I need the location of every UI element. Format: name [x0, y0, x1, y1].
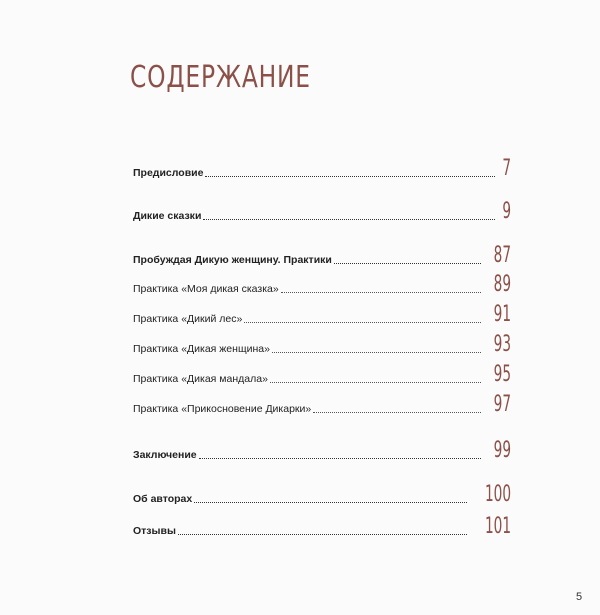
- dot-leader: [270, 381, 481, 383]
- dot-leader: [244, 321, 481, 323]
- toc-entry-page: 7: [502, 156, 511, 181]
- toc-entry-label: Заключение: [133, 449, 197, 461]
- toc-entry-wild-tales[interactable]: [133, 193, 511, 223]
- toc-entry-practice-touch[interactable]: [133, 386, 511, 416]
- toc-entry-page: 87: [493, 243, 511, 268]
- toc-entry-label: Дикие сказки: [133, 210, 202, 222]
- toc-entry-practice-forest[interactable]: [133, 296, 511, 326]
- toc-entry-authors[interactable]: [133, 476, 511, 506]
- dot-leader: [203, 218, 495, 220]
- toc-entry-page: 89: [493, 272, 511, 297]
- toc-entry-label: Об авторах: [133, 493, 193, 505]
- toc-entry-label: Отзывы: [133, 525, 176, 537]
- toc-entry-conclusion[interactable]: [133, 432, 511, 462]
- toc-entry-practices[interactable]: [133, 237, 511, 267]
- toc-entry-page: 91: [493, 302, 511, 327]
- dot-leader: [313, 411, 481, 413]
- toc-entry-page: 9: [502, 199, 511, 224]
- toc-entry-page: 99: [493, 438, 511, 463]
- toc-entry-practice-tale[interactable]: [133, 266, 511, 296]
- toc-entry-label: Предисловие: [133, 167, 204, 179]
- toc-entry-label: Практика «Дикий лес»: [133, 313, 243, 325]
- page-number: 5: [576, 591, 583, 603]
- toc-entry-page: 100: [484, 482, 511, 507]
- dot-leader: [334, 262, 481, 264]
- toc-entry-label: Практика «Прикосновение Дикарки»: [133, 403, 312, 415]
- toc-entry-preface[interactable]: [133, 150, 511, 180]
- dot-leader: [205, 175, 495, 177]
- page-title: СОДЕРЖАНИЕ: [130, 60, 311, 95]
- dot-leader: [272, 351, 481, 353]
- toc-entry-page: 101: [484, 514, 511, 539]
- dot-leader: [178, 533, 467, 535]
- toc-entry-label: Практика «Дикая мандала»: [133, 373, 268, 385]
- toc-entry-practice-woman[interactable]: [133, 326, 511, 356]
- toc-entry-reviews[interactable]: [133, 508, 511, 538]
- toc-entry-page: 97: [493, 392, 511, 417]
- toc-entry-practice-mandala[interactable]: [133, 356, 511, 386]
- dot-leader: [194, 501, 467, 503]
- dot-leader: [199, 457, 481, 459]
- toc-entry-label: Пробуждая Дикую женщину. Практики: [133, 254, 332, 266]
- toc-entry-label: Практика «Дикая женщина»: [133, 343, 270, 355]
- toc-entry-page: 93: [493, 332, 511, 357]
- toc-entry-page: 95: [493, 362, 511, 387]
- toc-entry-label: Практика «Моя дикая сказка»: [133, 283, 279, 295]
- dot-leader: [281, 291, 481, 293]
